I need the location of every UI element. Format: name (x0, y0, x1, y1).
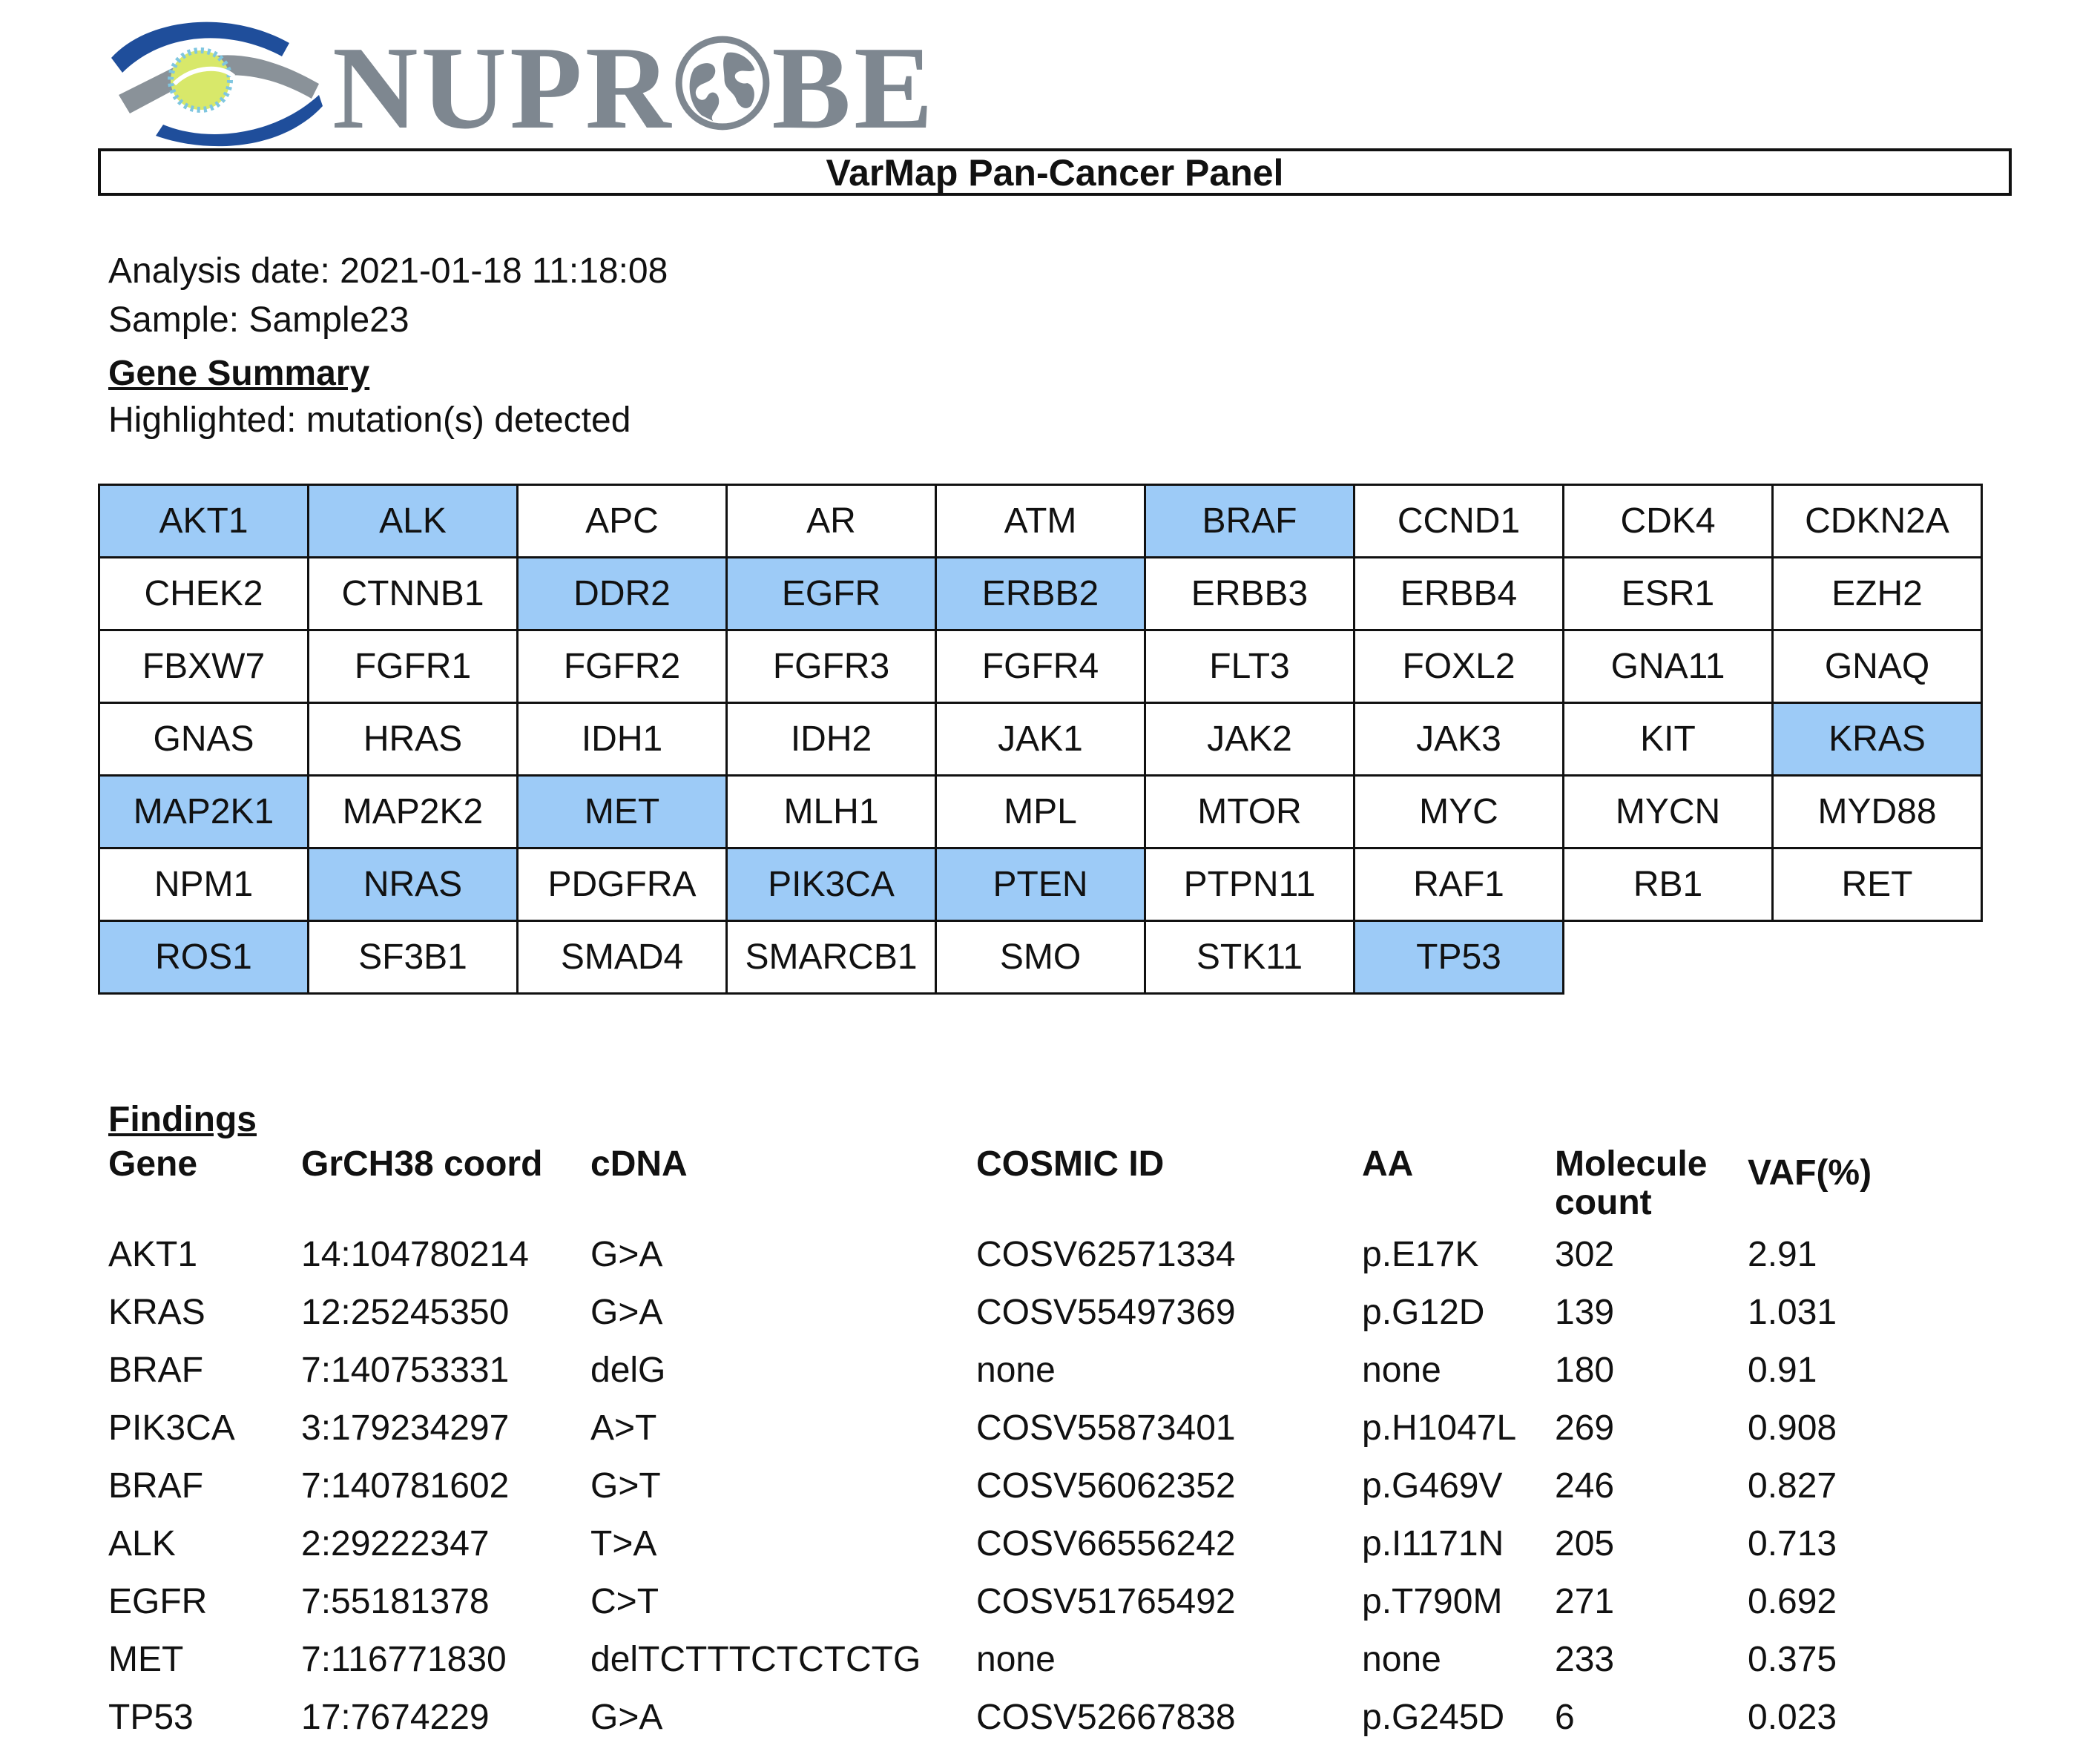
gene-cell-stk11: STK11 (1145, 921, 1355, 994)
findings-cell: BRAF (108, 1466, 204, 1506)
gene-cell-smo: SMO (936, 921, 1145, 994)
findings-cell: ALK (108, 1524, 176, 1563)
findings-cell: 180 (1555, 1351, 1615, 1390)
findings-cell: COSV62571334 (976, 1235, 1236, 1274)
findings-cell: 0.827 (1748, 1466, 1837, 1506)
gene-cell-egfr: EGFR (727, 558, 936, 630)
findings-cell: 2:29222347 (301, 1524, 490, 1563)
findings-cell: 17:7674229 (301, 1698, 490, 1737)
logo-eye-icon (104, 13, 326, 147)
gene-row (99, 921, 1982, 994)
findings-cell: 1.031 (1748, 1293, 1837, 1332)
findings-cell: C>T (590, 1582, 659, 1621)
findings-cell: 246 (1555, 1466, 1615, 1506)
findings-cell: COSV51765492 (976, 1582, 1236, 1621)
gene-cell-jak1: JAK1 (936, 703, 1145, 776)
findings-col-header: VAF(%) (1748, 1153, 1872, 1193)
gene-cell-cdk4: CDK4 (1564, 485, 1773, 558)
gene-cell-mycn: MYCN (1564, 776, 1773, 848)
gene-cell-ccnd1: CCND1 (1355, 485, 1564, 558)
gene-cell-apc: APC (518, 485, 727, 558)
findings-cell: 0.908 (1748, 1408, 1837, 1448)
findings-cell: 7:55181378 (301, 1582, 490, 1621)
gene-cell-pdgfra: PDGFRA (518, 848, 727, 921)
findings-cell: delTCTTTCTCTCTG (590, 1640, 921, 1679)
findings-cell: 205 (1555, 1524, 1615, 1563)
findings-cell: 0.713 (1748, 1524, 1837, 1563)
findings-col-header: Molecule count (1555, 1144, 1708, 1222)
findings-cell: KRAS (108, 1293, 205, 1332)
findings-cell: T>A (590, 1524, 657, 1563)
gene-cell-erbb4: ERBB4 (1355, 558, 1564, 630)
findings-cell: 7:140753331 (301, 1351, 510, 1390)
gene-cell-fgfr3: FGFR3 (727, 630, 936, 703)
gene-summary-note: Highlighted: mutation(s) detected (108, 401, 631, 440)
gene-cell-braf: BRAF (1145, 485, 1355, 558)
findings-cell: BRAF (108, 1351, 204, 1390)
gene-cell-myd88: MYD88 (1773, 776, 1982, 848)
findings-cell: none (976, 1640, 1056, 1679)
gene-cell-raf1: RAF1 (1355, 848, 1564, 921)
gene-cell-smarcb1: SMARCB1 (727, 921, 936, 994)
logo-text-right: BE (771, 22, 936, 154)
gene-cell-map2k2: MAP2K2 (309, 776, 518, 848)
findings-cell: p.H1047L (1362, 1408, 1517, 1448)
findings-cell: p.G245D (1362, 1698, 1505, 1737)
findings-cell: 3:179234297 (301, 1408, 510, 1448)
gene-row (99, 703, 1982, 776)
findings-cell: 269 (1555, 1408, 1615, 1448)
gene-cell-mpl: MPL (936, 776, 1145, 848)
gene-cell-kras: KRAS (1773, 703, 1982, 776)
gene-cell-hras: HRAS (309, 703, 518, 776)
findings-heading: Findings (108, 1100, 257, 1139)
gene-cell-met: MET (518, 776, 727, 848)
gene-cell-map2k1: MAP2K1 (99, 776, 309, 848)
findings-col-header: AA (1362, 1144, 1414, 1184)
gene-summary-heading: Gene Summary (108, 354, 370, 393)
findings-cell: 0.692 (1748, 1582, 1837, 1621)
gene-cell-chek2: CHEK2 (99, 558, 309, 630)
findings-cell: 7:140781602 (301, 1466, 510, 1506)
findings-cell: 271 (1555, 1582, 1615, 1621)
findings-cell: TP53 (108, 1698, 194, 1737)
gene-cell-fgfr4: FGFR4 (936, 630, 1145, 703)
gene-cell-smad4: SMAD4 (518, 921, 727, 994)
findings-cell: 14:104780214 (301, 1235, 529, 1274)
findings-cell: G>A (590, 1698, 663, 1737)
gene-cell-mlh1: MLH1 (727, 776, 936, 848)
findings-cell: none (976, 1351, 1056, 1390)
findings-cell: 0.375 (1748, 1640, 1837, 1679)
gene-cell-mtor: MTOR (1145, 776, 1355, 848)
globe-icon (675, 36, 770, 131)
gene-cell-ros1: ROS1 (99, 921, 309, 994)
findings-cell: COSV55873401 (976, 1408, 1236, 1448)
findings-cell: G>T (590, 1466, 661, 1506)
gene-cell-ar: AR (727, 485, 936, 558)
gene-cell-fbxw7: FBXW7 (99, 630, 309, 703)
gene-row (99, 558, 1982, 630)
gene-cell-pten: PTEN (936, 848, 1145, 921)
gene-cell-ptpn11: PTPN11 (1145, 848, 1355, 921)
findings-cell: delG (590, 1351, 666, 1390)
gene-cell-jak2: JAK2 (1145, 703, 1355, 776)
gene-cell-empty (1564, 921, 1773, 994)
gene-cell-gnas: GNAS (99, 703, 309, 776)
findings-col-header: GrCH38 coord (301, 1144, 543, 1184)
findings-cell: 6 (1555, 1698, 1575, 1737)
gene-cell-idh1: IDH1 (518, 703, 727, 776)
gene-cell-alk: ALK (309, 485, 518, 558)
gene-cell-foxl2: FOXL2 (1355, 630, 1564, 703)
findings-cell: COSV55497369 (976, 1293, 1236, 1332)
findings-cell: COSV56062352 (976, 1466, 1236, 1506)
gene-cell-gnaq: GNAQ (1773, 630, 1982, 703)
findings-cell: 2.91 (1748, 1235, 1817, 1274)
findings-cell: AKT1 (108, 1235, 198, 1274)
findings-cell: 302 (1555, 1235, 1615, 1274)
gene-cell-pik3ca: PIK3CA (727, 848, 936, 921)
gene-cell-rb1: RB1 (1564, 848, 1773, 921)
findings-cell: COSV52667838 (976, 1698, 1236, 1737)
findings-cell: none (1362, 1351, 1441, 1390)
gene-cell-jak3: JAK3 (1355, 703, 1564, 776)
findings-col-header: COSMIC ID (976, 1144, 1165, 1184)
findings-col-header: Gene (108, 1144, 198, 1184)
gene-cell-nras: NRAS (309, 848, 518, 921)
gene-cell-fgfr1: FGFR1 (309, 630, 518, 703)
gene-cell-tp53: TP53 (1355, 921, 1564, 994)
findings-cell: p.E17K (1362, 1235, 1479, 1274)
findings-cell: 233 (1555, 1640, 1615, 1679)
analysis-date: Analysis date: 2021-01-18 11:18:08 (108, 251, 668, 291)
gene-cell-ddr2: DDR2 (518, 558, 727, 630)
logo-text-left: NUPR (332, 22, 674, 154)
gene-cell-idh2: IDH2 (727, 703, 936, 776)
findings-cell: 0.91 (1748, 1351, 1817, 1390)
findings-cell: p.T790M (1362, 1582, 1503, 1621)
findings-cell: none (1362, 1640, 1441, 1679)
findings-cell: A>T (590, 1408, 657, 1448)
gene-cell-esr1: ESR1 (1564, 558, 1773, 630)
findings-cell: G>A (590, 1235, 663, 1274)
gene-row (99, 485, 1982, 558)
gene-cell-cdkn2a: CDKN2A (1773, 485, 1982, 558)
gene-cell-empty (1773, 921, 1982, 994)
gene-row (99, 848, 1982, 921)
gene-cell-sf3b1: SF3B1 (309, 921, 518, 994)
findings-cell: MET (108, 1640, 184, 1679)
findings-cell: 0.023 (1748, 1698, 1837, 1737)
gene-summary-grid (98, 484, 1983, 995)
gene-cell-erbb3: ERBB3 (1145, 558, 1355, 630)
gene-cell-erbb2: ERBB2 (936, 558, 1145, 630)
gene-row (99, 776, 1982, 848)
gene-cell-ezh2: EZH2 (1773, 558, 1982, 630)
findings-cell: 7:116771830 (301, 1640, 507, 1679)
findings-cell: p.G469V (1362, 1466, 1503, 1506)
nuprobe-logo (104, 13, 936, 154)
findings-cell: EGFR (108, 1582, 208, 1621)
findings-col-header: cDNA (590, 1144, 688, 1184)
sample-id: Sample: Sample23 (108, 300, 409, 340)
gene-cell-myc: MYC (1355, 776, 1564, 848)
gene-row (99, 630, 1982, 703)
findings-cell: 12:25245350 (301, 1293, 510, 1332)
findings-cell: G>A (590, 1293, 663, 1332)
findings-cell: PIK3CA (108, 1408, 235, 1448)
gene-cell-kit: KIT (1564, 703, 1773, 776)
gene-cell-ret: RET (1773, 848, 1982, 921)
gene-cell-fgfr2: FGFR2 (518, 630, 727, 703)
gene-cell-flt3: FLT3 (1145, 630, 1355, 703)
gene-cell-npm1: NPM1 (99, 848, 309, 921)
findings-cell: COSV66556242 (976, 1524, 1236, 1563)
gene-cell-gna11: GNA11 (1564, 630, 1773, 703)
findings-cell: p.G12D (1362, 1293, 1485, 1332)
findings-cell: 139 (1555, 1293, 1615, 1332)
gene-cell-atm: ATM (936, 485, 1145, 558)
gene-cell-ctnnb1: CTNNB1 (309, 558, 518, 630)
logo-wordmark (332, 22, 936, 154)
report-title: VarMap Pan-Cancer Panel (98, 148, 2012, 196)
gene-cell-akt1: AKT1 (99, 485, 309, 558)
findings-cell: p.I1171N (1362, 1524, 1504, 1563)
